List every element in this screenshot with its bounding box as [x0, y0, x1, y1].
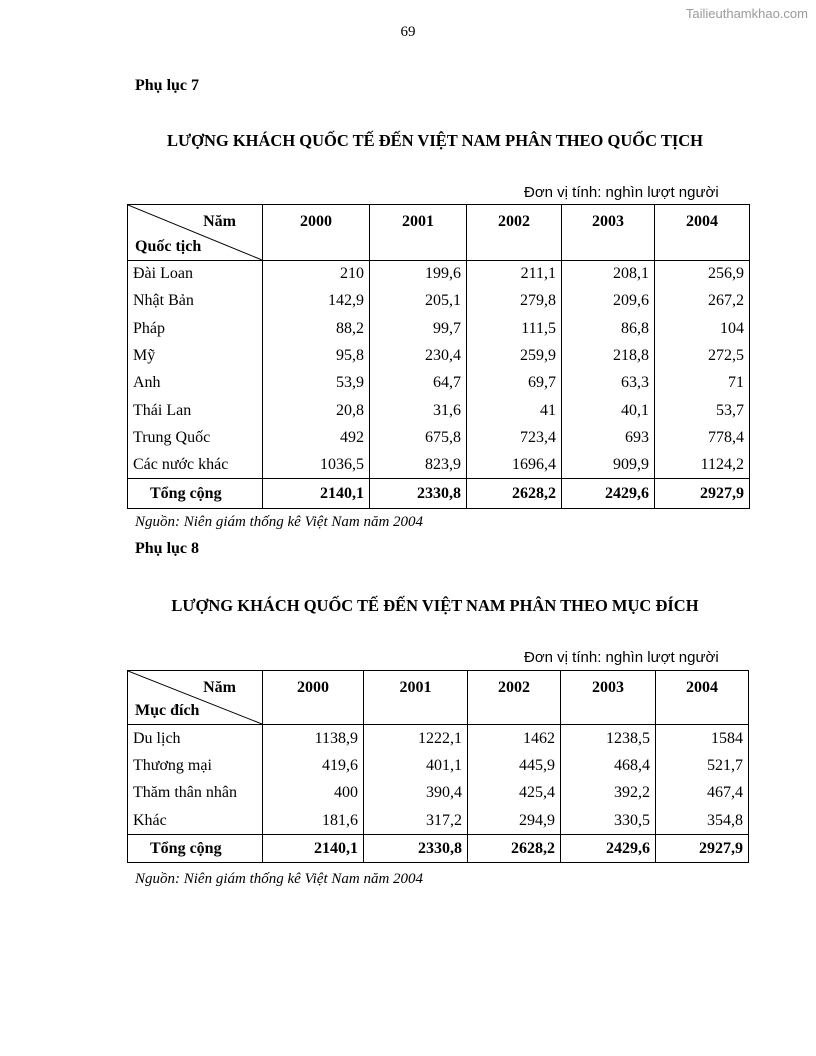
- value-cell: 330,5: [561, 807, 656, 835]
- value-cell: 401,1: [364, 752, 468, 780]
- value-cell: 267,2: [655, 288, 750, 315]
- year-header: 2002: [468, 671, 561, 725]
- table-row: [128, 370, 750, 397]
- value-cell: 211,1: [467, 261, 562, 288]
- value-cell: 390,4: [364, 780, 468, 808]
- value-cell: 31,6: [370, 397, 467, 424]
- total-label: Tổng cộng: [128, 835, 263, 863]
- value-cell: 53,7: [655, 397, 750, 424]
- table-header-row: [128, 671, 749, 725]
- year-header: 2004: [655, 205, 750, 261]
- value-cell: 199,6: [370, 261, 467, 288]
- purpose-corner-label: Mục đích: [135, 702, 200, 719]
- value-cell: 95,8: [263, 342, 370, 369]
- total-cell: 2429,6: [561, 835, 656, 863]
- total-cell: 2628,2: [468, 835, 561, 863]
- table-row: [128, 807, 749, 835]
- table-row: [128, 288, 750, 315]
- value-cell: 675,8: [370, 424, 467, 451]
- value-cell: 99,7: [370, 315, 467, 342]
- value-cell: 208,1: [562, 261, 655, 288]
- year-header: 2001: [364, 671, 468, 725]
- value-cell: 823,9: [370, 452, 467, 479]
- total-cell: 2330,8: [364, 835, 468, 863]
- appendix-8-unit: Đơn vị tính: nghìn lượt người: [524, 649, 719, 666]
- value-cell: 1584: [656, 725, 749, 753]
- value-cell: 88,2: [263, 315, 370, 342]
- total-cell: 2140,1: [263, 479, 370, 509]
- table-row: [128, 780, 749, 808]
- value-cell: 181,6: [263, 807, 364, 835]
- row-label: Đài Loan: [128, 261, 263, 288]
- total-row: [128, 479, 750, 509]
- appendix-8-source: Nguồn: Niên giám thống kê Việt Nam năm 2004: [135, 871, 424, 887]
- value-cell: 1238,5: [561, 725, 656, 753]
- year-header: 2000: [263, 671, 364, 725]
- year-corner-label: Năm: [203, 679, 236, 696]
- value-cell: 468,4: [561, 752, 656, 780]
- row-label: Nhật Bản: [128, 288, 263, 315]
- row-label: Du lịch: [128, 725, 263, 753]
- table-row: [128, 397, 750, 424]
- value-cell: 210: [263, 261, 370, 288]
- value-cell: 354,8: [656, 807, 749, 835]
- appendix-7-label: Phụ lục 7: [135, 77, 200, 94]
- total-cell: 2429,6: [562, 479, 655, 509]
- year-header: 2004: [656, 671, 749, 725]
- value-cell: 317,2: [364, 807, 468, 835]
- value-cell: 294,9: [468, 807, 561, 835]
- table-header-row: [128, 205, 750, 261]
- appendix-7-source: Nguồn: Niên giám thống kê Việt Nam năm 2004: [135, 514, 424, 530]
- value-cell: 209,6: [562, 288, 655, 315]
- appendix-8-label: Phụ lục 8: [135, 540, 200, 557]
- row-label: Thăm thân nhân: [128, 780, 263, 808]
- table-row: [128, 452, 750, 479]
- value-cell: 693: [562, 424, 655, 451]
- watermark: Tailieuthamkhao.com: [685, 6, 808, 21]
- value-cell: 64,7: [370, 370, 467, 397]
- value-cell: 142,9: [263, 288, 370, 315]
- value-cell: 909,9: [562, 452, 655, 479]
- total-cell: 2628,2: [467, 479, 562, 509]
- value-cell: 104: [655, 315, 750, 342]
- year-header: 2002: [467, 205, 562, 261]
- year-header: 2001: [370, 205, 467, 261]
- row-label: Thương mại: [128, 752, 263, 780]
- year-header: 2000: [263, 205, 370, 261]
- value-cell: 392,2: [561, 780, 656, 808]
- value-cell: 256,9: [655, 261, 750, 288]
- value-cell: 467,4: [656, 780, 749, 808]
- value-cell: 63,3: [562, 370, 655, 397]
- value-cell: 111,5: [467, 315, 562, 342]
- table-row: [128, 315, 750, 342]
- total-row: [128, 835, 749, 863]
- value-cell: 492: [263, 424, 370, 451]
- table-row: [128, 752, 749, 780]
- value-cell: 425,4: [468, 780, 561, 808]
- value-cell: 86,8: [562, 315, 655, 342]
- value-cell: 1462: [468, 725, 561, 753]
- total-cell: 2927,9: [655, 479, 750, 509]
- row-label: Anh: [128, 370, 263, 397]
- value-cell: 1138,9: [263, 725, 364, 753]
- row-label: Mỹ: [128, 342, 263, 369]
- value-cell: 419,6: [263, 752, 364, 780]
- row-label: Các nước khác: [128, 452, 263, 479]
- value-cell: 20,8: [263, 397, 370, 424]
- total-cell: 2140,1: [263, 835, 364, 863]
- value-cell: 40,1: [562, 397, 655, 424]
- value-cell: 230,4: [370, 342, 467, 369]
- total-cell: 2927,9: [656, 835, 749, 863]
- table-row: [128, 424, 750, 451]
- value-cell: 69,7: [467, 370, 562, 397]
- value-cell: 218,8: [562, 342, 655, 369]
- row-label: Pháp: [128, 315, 263, 342]
- year-header: 2003: [561, 671, 656, 725]
- appendix-7-unit: Đơn vị tính: nghìn lượt người: [524, 184, 719, 201]
- value-cell: 521,7: [656, 752, 749, 780]
- value-cell: 1696,4: [467, 452, 562, 479]
- value-cell: 259,9: [467, 342, 562, 369]
- value-cell: 279,8: [467, 288, 562, 315]
- table-row: [128, 342, 750, 369]
- purpose-table: [127, 670, 749, 863]
- nationality-corner-label: Quốc tịch: [135, 238, 202, 255]
- nationality-table: [127, 204, 750, 509]
- total-cell: 2330,8: [370, 479, 467, 509]
- appendix-7-title: LƯỢNG KHÁCH QUỐC TẾ ĐẾN VIỆT NAM PHÂN THEO QUỐC TỊCH: [166, 131, 704, 150]
- value-cell: 778,4: [655, 424, 750, 451]
- total-label: Tổng cộng: [128, 479, 263, 509]
- value-cell: 400: [263, 780, 364, 808]
- value-cell: 71: [655, 370, 750, 397]
- value-cell: 1036,5: [263, 452, 370, 479]
- value-cell: 53,9: [263, 370, 370, 397]
- corner-header-cell: [128, 205, 263, 261]
- table-row: [128, 725, 749, 753]
- value-cell: 723,4: [467, 424, 562, 451]
- row-label: Khác: [128, 807, 263, 835]
- table-row: [128, 261, 750, 288]
- value-cell: 445,9: [468, 752, 561, 780]
- appendix-8-title: LƯỢNG KHÁCH QUỐC TẾ ĐẾN VIỆT NAM PHÂN THEO MỤC ĐÍCH: [171, 596, 699, 615]
- corner-header-cell: [128, 671, 263, 725]
- row-label: Trung Quốc: [128, 424, 263, 451]
- value-cell: 41: [467, 397, 562, 424]
- year-corner-label: Năm: [203, 213, 236, 230]
- value-cell: 1222,1: [364, 725, 468, 753]
- year-header: 2003: [562, 205, 655, 261]
- page-number: 69: [400, 24, 416, 40]
- row-label: Thái Lan: [128, 397, 263, 424]
- value-cell: 205,1: [370, 288, 467, 315]
- value-cell: 272,5: [655, 342, 750, 369]
- value-cell: 1124,2: [655, 452, 750, 479]
